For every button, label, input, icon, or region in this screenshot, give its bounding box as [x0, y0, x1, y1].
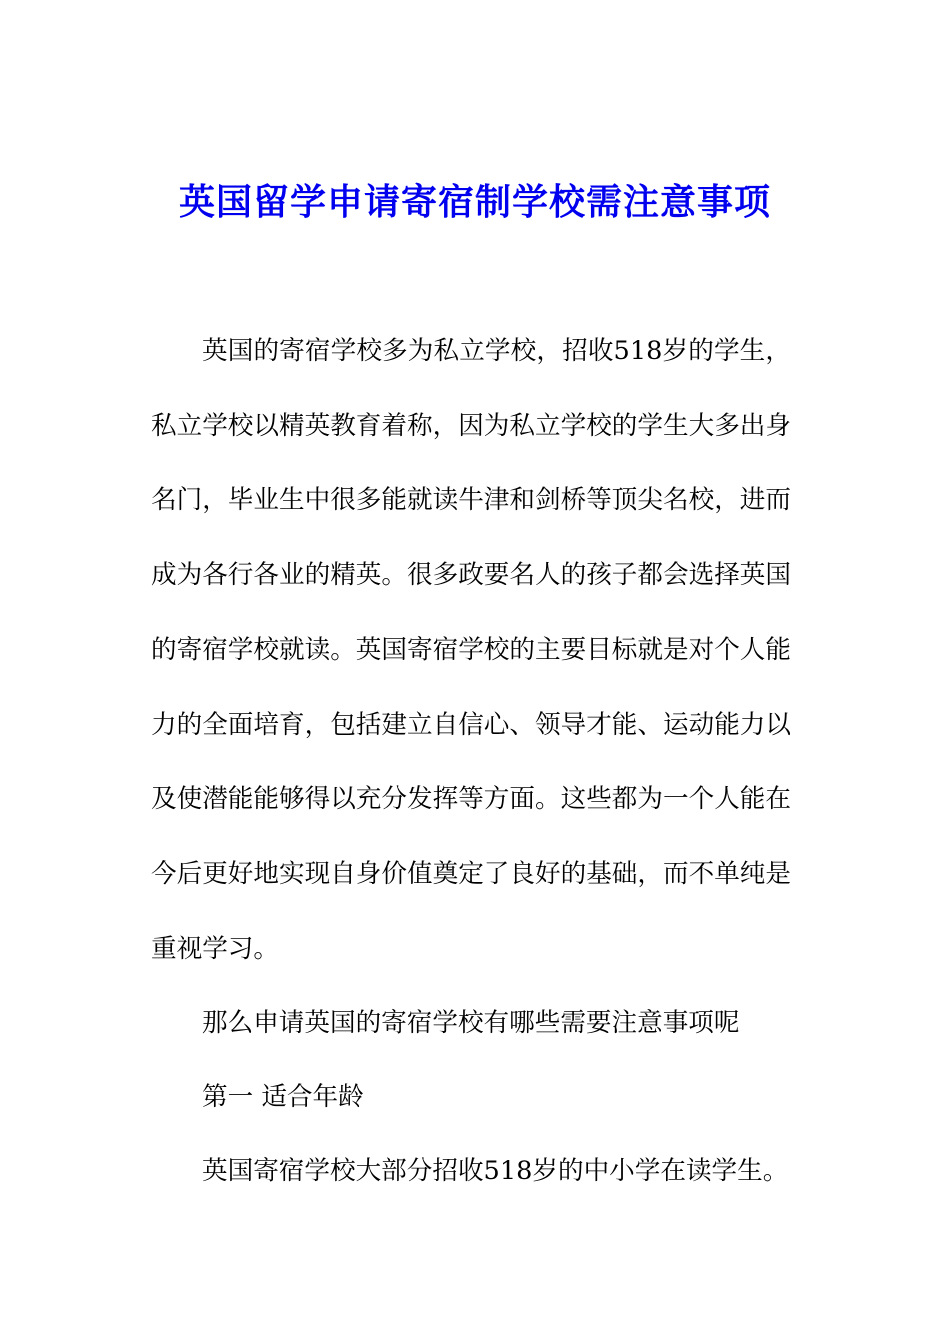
section-heading-first: 第一 适合年龄 [202, 1082, 364, 1112]
question-paragraph: 那么申请英国的寄宿学校有哪些需要注意事项呢 [202, 1008, 740, 1038]
intro-paragraph: 英国的寄宿学校多为私立学校，招收518岁的学生，私立学校以精英教育着称，因为私立学校的学生大多出身名门，毕业生中很多能就读牛津和剑桥等顶尖名校，进而成为各行各业的精英。很多政要名人的孩子都会选择英国的寄宿学校就读。英国寄宿学校的主要目标就是对个人能力的全面培育，包括建立自信心、领导才能、运动能力以及使潜能能够得以充分发挥等方面。这些都为一个人能在今后更好地实现自身价值奠定了良好的基础，而不单纯是重视学习。 [151, 336, 791, 964]
document-title: 英国留学申请寄宿制学校需注意事项 [178, 181, 771, 223]
age-paragraph: 英国寄宿学校大部分招收518岁的中小学在读学生。 [202, 1156, 789, 1186]
